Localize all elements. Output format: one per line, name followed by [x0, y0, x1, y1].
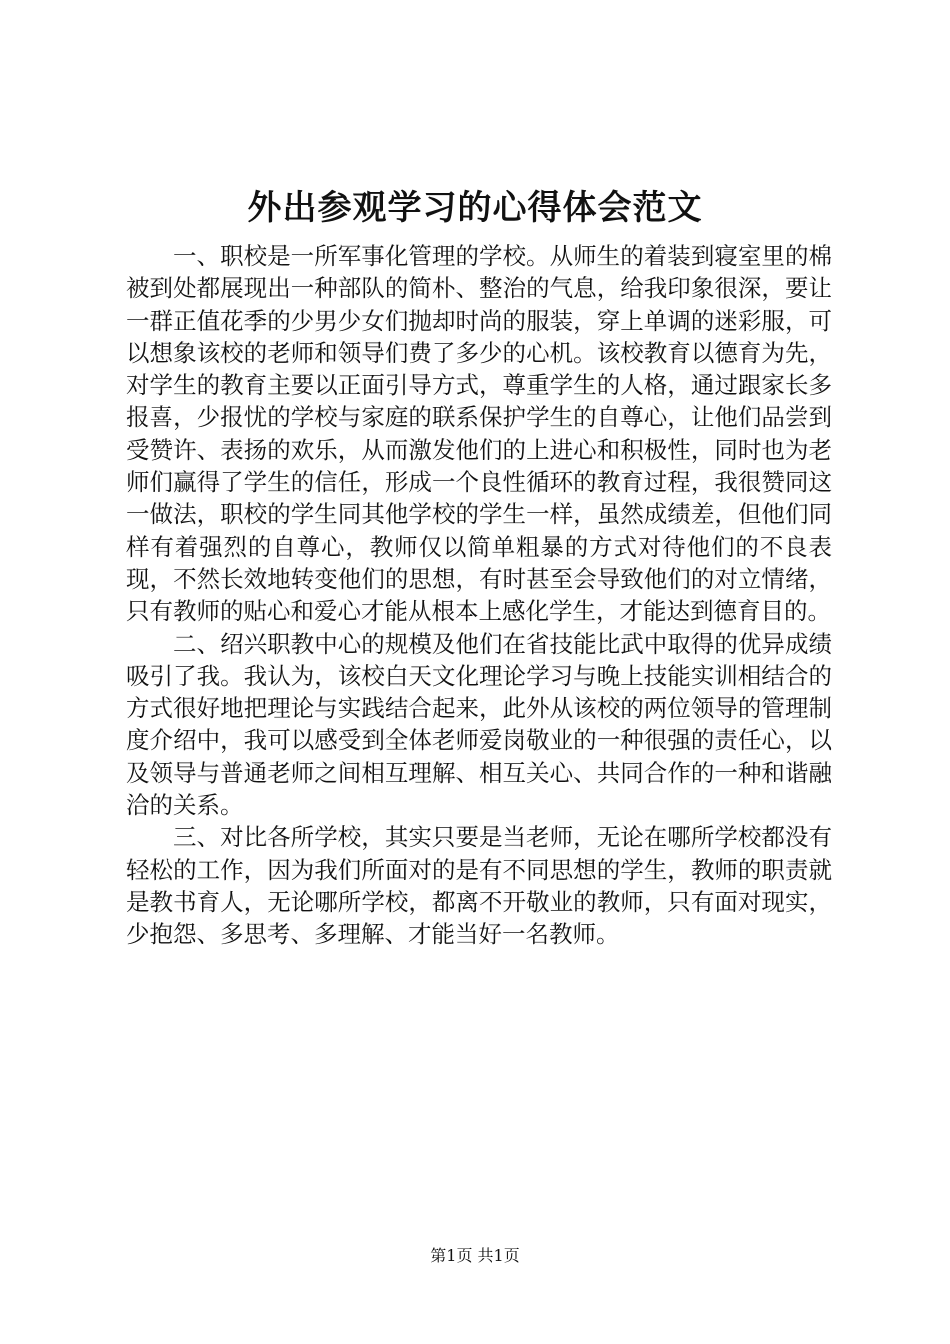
document-title: 外出参观学习的心得体会范文	[247, 188, 703, 228]
document-body	[126, 240, 832, 951]
paragraph-3: 三、对比各所学校，其实只要是当老师，无论在哪所学校都没有轻松的工作，因为我们所面对的是有不同思想的学生，教师的职责就是教书育人，无论哪所学校，都离不开敬业的教师，只有面对现实，少抱怨、多思考、多理解、才能当好一名教师。	[126, 823, 832, 949]
page-number-footer: 第1页 共1页	[430, 1246, 520, 1265]
paragraph-1: 一、职校是一所军事化管理的学校。从师生的着装到寝室里的棉被到处都展现出一种部队的简朴、整治的气息，给我印象很深，要让一群正值花季的少男少女们抛却时尚的服装，穿上单调的迷彩服，可以想象该校的老师和领导们费了多少的心机。该校教育以德育为先，对学生的教育主要以正面引导方式，尊重学生的人格，通过跟家长多报喜，少报忧的学校与家庭的联系保护学生的自尊心，让他们品尝到受赞许、表扬的欢乐，从而激发他们的上进心和积极性，同时也为老师们赢得了学生的信任，形成一个良性循环的教育过程，我很赞同这一做法，职校的学生同其他学校的学生一样，虽然成绩差，但他们同样有着强烈的自尊心，教师仅以简单粗暴的方式对待他们的不良表现，不然长效地转变他们的思想，有时甚至会导致他们的对立情绪，只有教师的贴心和爱心才能从根本上感化学生，才能达到德育目的。	[126, 242, 832, 626]
paragraph-2: 二、绍兴职教中心的规模及他们在省技能比武中取得的优异成绩吸引了我。我认为，该校白天文化理论学习与晚上技能实训相结合的方式很好地把理论与实践结合起来，此外从该校的两位领导的管理制度介绍中，我可以感受到全体老师爱岗敬业的一种很强的责任心，以及领导与普通老师之间相互理解、相互关心、共同合作的一种和谐融洽的关系。	[126, 629, 832, 820]
